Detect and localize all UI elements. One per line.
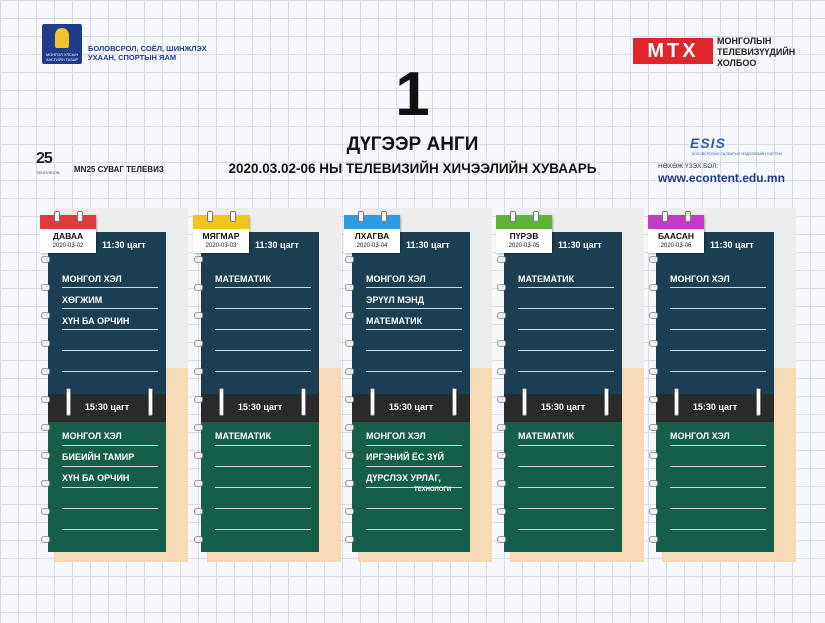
day-card	[40, 215, 96, 253]
schedule-line	[518, 287, 614, 288]
mtx-name: МОНГОЛЫН ТЕЛЕВИЗҮҮДИЙН ХОЛБОО	[717, 36, 796, 68]
calendar-ring-icon	[510, 211, 516, 222]
morning-subject: МАТЕМАТИК	[518, 274, 575, 284]
morning-panel	[201, 232, 319, 394]
esis-tagline: БОЛОВСРОЛЫН САЛБАРЫН МЭДЭЭЛЛИЙН СИСТЕМ	[692, 152, 782, 156]
schedule-line	[215, 466, 311, 467]
schedule-line	[366, 308, 462, 309]
day-card-header	[648, 215, 704, 229]
afternoon-subject: ДҮРСЛЭХ УРЛАГ,	[366, 473, 441, 483]
day-card	[648, 215, 704, 253]
morning-subject: ХӨГЖИМ	[62, 295, 103, 305]
afternoon-time: 15:30 цагт	[84, 402, 130, 412]
binder-ring-icon	[649, 508, 658, 515]
afternoon-subject: МАТЕМАТИК	[215, 431, 272, 441]
calendar-ring-icon	[358, 211, 364, 222]
schedule-line	[215, 508, 311, 509]
binder-ring-icon	[194, 256, 203, 263]
rewatch-label: НӨХӨЖ ҮЗЭХ БОЛ:	[658, 163, 719, 170]
day-date: 2020-03-02	[52, 243, 84, 249]
government-emblem	[42, 24, 82, 64]
binder-ring-icon	[41, 368, 50, 375]
afternoon-subject: МОНГОЛ ХЭЛ	[670, 431, 730, 441]
binder-ring-icon	[497, 424, 506, 431]
grade-number: 1	[395, 60, 430, 129]
day-column	[648, 202, 796, 562]
binder-ring-icon	[345, 480, 354, 487]
subject-note: ТЕХНОЛОГИ	[414, 487, 452, 493]
mtx-logo: МТХ	[633, 38, 713, 64]
day-date: 2020-03-06	[660, 243, 692, 249]
morning-time: 11:30 цагт	[710, 240, 754, 250]
afternoon-time: 15:30 цагт	[237, 402, 283, 412]
schedule-line	[366, 371, 462, 372]
binder-ring-icon	[41, 340, 50, 347]
calendar-ring-icon	[685, 211, 691, 222]
grade-title: ДҮГЭЭР АНГИ	[346, 134, 479, 155]
schedule-line	[670, 529, 766, 530]
afternoon-time: 15:30 цагт	[692, 402, 738, 412]
schedule-line	[518, 508, 614, 509]
schedule-line	[215, 487, 311, 488]
day-column	[344, 202, 492, 562]
binder-ring-icon	[649, 480, 658, 487]
soyombo-icon	[55, 28, 69, 48]
schedule-line	[366, 529, 462, 530]
schedule-line	[670, 329, 766, 330]
calendar-ring-icon	[54, 211, 60, 222]
binder-ring-icon	[649, 340, 658, 347]
binder-ring-icon	[497, 256, 506, 263]
schedule-line	[366, 350, 462, 351]
morning-time: 11:30 цагт	[255, 240, 299, 250]
binder-ring-icon	[649, 256, 658, 263]
morning-panel	[504, 232, 622, 394]
morning-panel	[48, 232, 166, 394]
schedule-line	[670, 487, 766, 488]
day-name: ПҮРЭВ	[509, 231, 539, 241]
schedule-line	[366, 287, 462, 288]
binder-ring-icon	[345, 452, 354, 459]
binder-ring-icon	[41, 256, 50, 263]
binder-ring-icon	[41, 480, 50, 487]
binder-ring-icon	[497, 368, 506, 375]
afternoon-subject: МАТЕМАТИК	[518, 431, 575, 441]
schedule-line	[62, 487, 158, 488]
schedule-line	[366, 508, 462, 509]
binder-ring-icon	[194, 368, 203, 375]
binder-ring-icon	[497, 312, 506, 319]
schedule-line	[518, 487, 614, 488]
day-date: 2020-03-04	[356, 243, 388, 249]
day-date: 2020-03-05	[508, 243, 540, 249]
schedule-line	[215, 287, 311, 288]
schedule-line	[62, 350, 158, 351]
schedule-line	[518, 308, 614, 309]
morning-time: 11:30 цагт	[102, 240, 146, 250]
binder-ring-icon	[497, 284, 506, 291]
calendar-ring-icon	[77, 211, 83, 222]
day-card-header	[193, 215, 249, 229]
morning-time: 11:30 цагт	[406, 240, 450, 250]
schedule-line	[215, 529, 311, 530]
binder-ring-icon	[497, 508, 506, 515]
day-card	[496, 215, 552, 253]
binder-ring-icon	[649, 452, 658, 459]
schedule-line	[670, 371, 766, 372]
day-card	[344, 215, 400, 253]
schedule-line	[62, 287, 158, 288]
schedule-line	[62, 329, 158, 330]
schedule-line	[518, 466, 614, 467]
binder-ring-icon	[194, 340, 203, 347]
binder-ring-icon	[41, 536, 50, 543]
binder-ring-icon	[497, 452, 506, 459]
morning-panel	[656, 232, 774, 394]
binder-ring-icon	[41, 284, 50, 291]
day-name: ДАВАА	[52, 231, 84, 241]
esis-logo: ESIS	[690, 135, 726, 151]
schedule-line	[366, 466, 462, 467]
day-card	[193, 215, 249, 253]
schedule-line	[215, 329, 311, 330]
schedule-line	[518, 529, 614, 530]
schedule-line	[518, 445, 614, 446]
binder-ring-icon	[497, 340, 506, 347]
binder-ring-icon	[345, 256, 354, 263]
binder-ring-icon	[345, 284, 354, 291]
schedule-line	[366, 445, 462, 446]
ministry-name: БОЛОВСРОЛ, СОЁЛ, ШИНЖЛЭХ УХААН, СПОРТЫН ЯАМ	[88, 44, 207, 62]
calendar-ring-icon	[533, 211, 539, 222]
binder-ring-icon	[194, 312, 203, 319]
schedule-line	[62, 508, 158, 509]
schedule-line	[670, 508, 766, 509]
day-name: БААСАН	[657, 231, 695, 241]
calendar-ring-icon	[662, 211, 668, 222]
day-name: МЯГМАР	[202, 231, 240, 241]
calendar-ring-icon	[207, 211, 213, 222]
binder-ring-icon	[194, 508, 203, 515]
afternoon-subject: МОНГОЛ ХЭЛ	[366, 431, 426, 441]
morning-subject: ХҮН БА ОРЧИН	[62, 316, 130, 326]
binder-ring-icon	[41, 508, 50, 515]
schedule-line	[366, 329, 462, 330]
schedule-line	[62, 529, 158, 530]
morning-subject: МОНГОЛ ХЭЛ	[366, 274, 426, 284]
afternoon-subject: ИРГЭНИЙ ЁС ЗҮЙ	[366, 452, 445, 462]
emblem-text: МОНГОЛ УЛСЫН ЗАСГИЙН ГАЗАР	[45, 52, 79, 62]
day-date: 2020-03-03	[205, 243, 237, 249]
schedule-line	[62, 466, 158, 467]
schedule-line	[670, 287, 766, 288]
schedule-line	[518, 350, 614, 351]
schedule-line	[670, 350, 766, 351]
day-column	[496, 202, 644, 562]
day-card-header	[40, 215, 96, 229]
binder-ring-icon	[41, 312, 50, 319]
binder-ring-icon	[345, 368, 354, 375]
binder-ring-icon	[345, 312, 354, 319]
schedule-subtitle: 2020.03.02-06 НЫ ТЕЛЕВИЗИЙН ХИЧЭЭЛИЙН ХУВААРЬ	[228, 161, 597, 176]
schedule-line	[670, 308, 766, 309]
afternoon-time: 15:30 цагт	[388, 402, 434, 412]
morning-panel	[352, 232, 470, 394]
mn25-tagline: TELEVISION	[36, 170, 60, 175]
binder-ring-icon	[345, 536, 354, 543]
morning-time: 11:30 цагт	[558, 240, 602, 250]
schedule-line	[62, 445, 158, 446]
afternoon-time: 15:30 цагт	[540, 402, 586, 412]
morning-subject: ЭРҮҮЛ МЭНД	[366, 295, 425, 305]
binder-ring-icon	[345, 424, 354, 431]
day-name: ЛХАГВА	[354, 231, 390, 241]
afternoon-subject: МОНГОЛ ХЭЛ	[62, 431, 122, 441]
binder-ring-icon	[649, 424, 658, 431]
binder-ring-icon	[194, 480, 203, 487]
binder-ring-icon	[649, 312, 658, 319]
binder-ring-icon	[649, 536, 658, 543]
schedule-line	[215, 445, 311, 446]
morning-subject: МОНГОЛ ХЭЛ	[62, 274, 122, 284]
morning-subject: МАТЕМАТИК	[366, 316, 423, 326]
day-column	[193, 202, 341, 562]
schedule-line	[62, 308, 158, 309]
econtent-link[interactable]: www.econtent.edu.mn	[658, 171, 785, 185]
morning-subject: МОНГОЛ ХЭЛ	[670, 274, 730, 284]
schedule-line	[62, 371, 158, 372]
calendar-ring-icon	[230, 211, 236, 222]
binder-ring-icon	[345, 340, 354, 347]
binder-ring-icon	[41, 452, 50, 459]
binder-ring-icon	[345, 508, 354, 515]
day-column	[40, 202, 188, 562]
schedule-line	[670, 445, 766, 446]
binder-ring-icon	[649, 368, 658, 375]
schedule-line	[215, 350, 311, 351]
schedule-line	[215, 308, 311, 309]
binder-ring-icon	[194, 284, 203, 291]
binder-ring-icon	[194, 424, 203, 431]
day-card-header	[344, 215, 400, 229]
afternoon-subject: ХҮН БА ОРЧИН	[62, 473, 130, 483]
binder-ring-icon	[41, 424, 50, 431]
schedule-line	[518, 329, 614, 330]
binder-ring-icon	[649, 284, 658, 291]
day-card-header	[496, 215, 552, 229]
mn25-channel-name: MN25 СУВАГ ТЕЛЕВИЗ	[74, 165, 164, 174]
calendar-ring-icon	[381, 211, 387, 222]
binder-ring-icon	[497, 536, 506, 543]
schedule-line	[215, 371, 311, 372]
binder-ring-icon	[497, 480, 506, 487]
schedule-line	[670, 466, 766, 467]
binder-ring-icon	[194, 452, 203, 459]
afternoon-subject: БИЕИЙН ТАМИР	[62, 452, 135, 462]
schedule-line	[518, 371, 614, 372]
morning-subject: МАТЕМАТИК	[215, 274, 272, 284]
mn25-logo: 25	[36, 150, 52, 167]
binder-ring-icon	[194, 536, 203, 543]
